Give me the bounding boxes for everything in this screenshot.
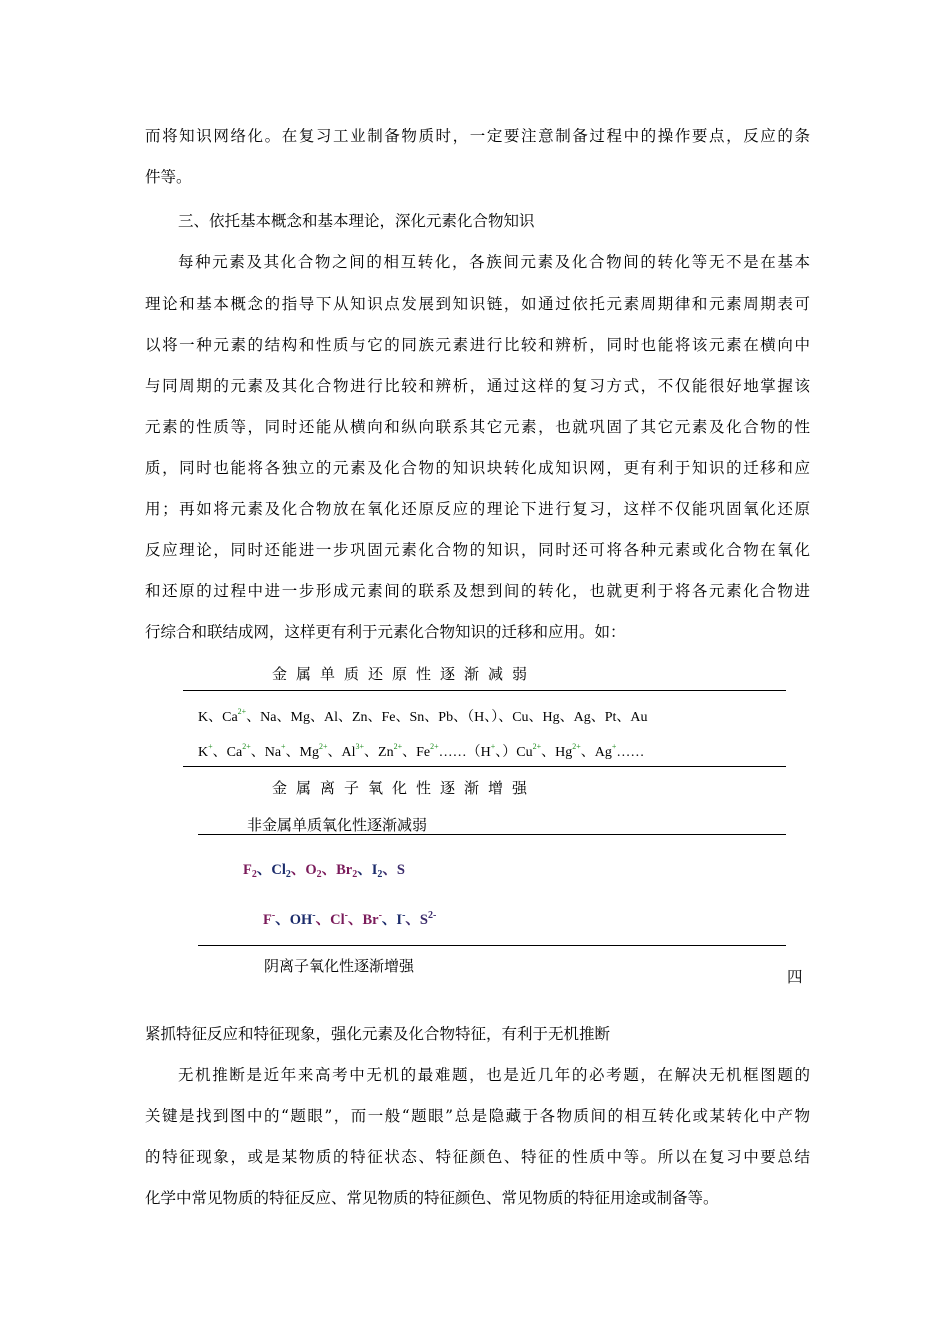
- paragraph-line: 关键是找到图中的“题眼”，而一般“题眼”总是隐藏于各物质间的相互转化或某转化中产物: [145, 1107, 810, 1125]
- metal-reducing-caption: 金属单质还原性逐渐减弱: [272, 665, 537, 683]
- divider-line: [183, 690, 786, 691]
- paragraph-line: 件等。: [145, 168, 192, 186]
- anion-oxidizing-caption: 阴离子氧化性逐渐增强: [264, 957, 415, 975]
- metal-ion-oxidizing-caption: 金属离子氧化性逐渐增强: [272, 779, 537, 797]
- paragraph-line: 和还原的过程中进一步形成元素间的联系及想到间的转化，也就更利于将各元素化合物进: [145, 582, 810, 600]
- divider-line: [198, 945, 786, 946]
- metal-ion-series-row: K+、$Ca^{2+}$、Na+、$Mg^{2+}$、$Al^{3+}$、$Zn^{2+}$、$Fe^{2+}\dots\dots(H^+$、）$Cu^{2+}$、$Hg^{2+}$、Ag+……: [198, 742, 645, 760]
- section-heading: 紧抓特征反应和特征现象，强化元素及化合物特征，有利于无机推断: [145, 1025, 611, 1043]
- metal-series-row: K、$Ca^{2+}$、Na、Mg、Al、Zn、Fe、Sn、Pb、（H、）、Cu、Hg、Ag、Pt、Au: [198, 707, 648, 725]
- paragraph-line: 与同周期的元素及其化合物进行比较和辨析，通过这样的复习方式，不仅能很好地掌握该: [145, 377, 810, 395]
- paragraph-line: 无机推断是近年来高考中无机的最难题，也是近几年的必考题，在解决无机框图题的: [178, 1066, 810, 1084]
- nonmetal-series-row: $F_2$、$Cl_2$、$O_2$、$Br_2$、$I_2$、S: [243, 862, 405, 880]
- paragraph-line: 而将知识网络化。在复习工业制备物质时，一定要注意制备过程中的操作要点，反应的条: [145, 127, 810, 145]
- paragraph-line: 的特征现象，或是某物质的特征状态、特征颜色、特征的性质中等。所以在复习中要总结: [145, 1148, 810, 1166]
- section-number: 四: [787, 968, 803, 986]
- nonmetal-oxidizing-caption: 非金属单质氧化性逐渐减弱: [247, 816, 428, 834]
- paragraph-line: 反应理论，同时还能进一步巩固元素化合物的知识，同时还可将各种元素或化合物在氧化: [145, 541, 810, 559]
- paragraph-line: 理论和基本概念的指导下从知识点发展到知识链，如通过依托元素周期律和元素周期表可: [145, 295, 810, 313]
- section-heading: 三、依托基本概念和基本理论，深化元素化合物知识: [178, 212, 535, 230]
- paragraph-line: 每种元素及其化合物之间的相互转化，各族间元素及化合物间的转化等无不是在基本: [178, 253, 810, 271]
- anion-series-row: F-、OH-、Cl-、Br-、I-、$S^{2-}$: [263, 910, 437, 928]
- paragraph-line: 质，同时也能将各独立的元素及化合物的知识块转化成知识网，更有利于知识的迁移和应: [145, 459, 810, 477]
- divider-line: [183, 766, 786, 767]
- paragraph-line: 元素的性质等，同时还能从横向和纵向联系其它元素，也就巩固了其它元素及化合物的性: [145, 418, 810, 436]
- paragraph-line: 化学中常见物质的特征反应、常见物质的特征颜色、常见物质的特征用途或制备等。: [145, 1189, 719, 1207]
- paragraph-line: 行综合和联结成网，这样更有利于元素化合物知识的迁移和应用。如：: [145, 623, 626, 641]
- paragraph-line: 用；再如将元素及化合物放在氧化还原反应的理论下进行复习，这样不仅能巩固氧化还原: [145, 500, 810, 518]
- paragraph-line: 以将一种元素的结构和性质与它的同族元素进行比较和辨析，同时也能将该元素在横向中: [145, 336, 810, 354]
- charge-superscript: 2+: [237, 707, 247, 716]
- divider-line: [198, 834, 786, 835]
